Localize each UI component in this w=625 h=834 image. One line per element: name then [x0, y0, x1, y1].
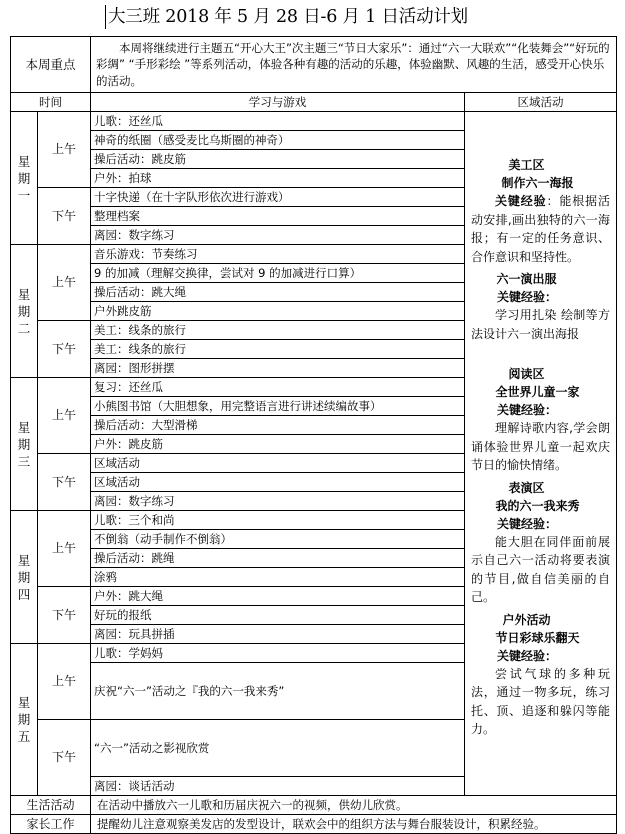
activity-item: 操后活动：跳皮筋	[91, 150, 465, 169]
life-activity-text: 在活动中播放六一儿歌和历届庆祝六一的视频，供幼儿欣赏。	[91, 796, 617, 815]
area-block	[471, 365, 610, 475]
afternoon-label: 下午	[38, 321, 91, 378]
activity-item: 儿歌：还丝瓜	[91, 112, 465, 131]
area-key: 关键经验	[497, 516, 546, 531]
day-label	[11, 644, 38, 796]
activity-item: 十字快递（在十字队形依次进行游戏）	[91, 188, 465, 207]
area-key-line: 关键经验：	[497, 516, 558, 531]
activity-item: 离园：数字练习	[91, 226, 465, 245]
parent-work-text: 提醒幼儿注意观察美发店的发型设计，联欢会中的组织方法与舞台服装设计，积累经验。	[91, 815, 617, 834]
area-name: 阅读区	[508, 367, 545, 381]
activity-item: 好玩的报纸	[91, 606, 465, 625]
area-key-line: 关键经验：	[497, 290, 558, 304]
day-name: 星期四	[17, 552, 31, 602]
activity-item: 小熊图书馆（大胆想象，用完整语言进行讲述续编故事）	[91, 397, 465, 416]
life-activity-label: 生活活动	[11, 796, 91, 815]
area-key-line: 关键经验：	[497, 403, 558, 417]
afternoon-label: 下午	[38, 454, 91, 511]
parent-work-row	[11, 815, 617, 834]
activity-item: 离园：数字练习	[91, 492, 465, 511]
activity-item: 操后活动：大型滑梯	[91, 416, 465, 435]
day-label	[11, 112, 38, 245]
area-description: 尝试气球的多种玩法，通过一物多玩，练习托、顶、追逐和躲闪等能力。	[471, 666, 611, 736]
area-theme: 我的六一我来秀	[495, 498, 580, 513]
afternoon-label: 下午	[38, 587, 91, 644]
day-label	[11, 245, 38, 378]
header-learning: 学习与游戏	[91, 93, 465, 112]
header-area: 区域活动	[465, 93, 617, 112]
activity-item: 涂鸦	[91, 568, 465, 587]
area-theme: 全世界儿童一家	[495, 385, 580, 399]
day-label	[11, 511, 38, 644]
afternoon-label: 下午	[38, 188, 91, 245]
activity-item: 区域活动	[91, 454, 465, 473]
parent-work-label: 家长工作	[11, 815, 91, 834]
area-description: 关键经验：能根据活动安排,画出独特的六一海报；有一定的任务意识、合作意识和坚持性。	[471, 194, 611, 264]
area-theme: 制作六一海报	[501, 176, 574, 190]
header-row	[11, 93, 617, 112]
area-desc-text: 能根据活动安排,画出独特的六一海报；有一定的任务意识、合作意识和坚持性。	[471, 194, 611, 264]
area-key: 关键经验	[497, 290, 546, 304]
activity-item: 庆祝“六一”活动之『我的六一我来秀”	[91, 663, 465, 720]
focus-row	[11, 37, 617, 93]
morning-label: 上午	[38, 245, 91, 321]
activity-item: 9 的加减（理解交换律，尝试对 9 的加减进行口算）	[91, 264, 465, 283]
activity-item: 户外：跳大绳	[91, 587, 465, 606]
activity-item: 户外：拍球	[91, 169, 465, 188]
morning-label: 上午	[38, 511, 91, 587]
activity-item: 不倒翁（动手制作不倒翁）	[91, 530, 465, 549]
area-key: 关键经验	[495, 194, 547, 208]
area-key: 关键经验	[497, 403, 546, 417]
activity-item: 户外：跳皮筋	[91, 435, 465, 454]
activity-item: 操后活动：跳大绳	[91, 283, 465, 302]
focus-text: 本周将继续进行主题五“开心大王”次主题三“节日大家乐”：通过“六一大联欢”“化装舞会”“好玩的彩绸” “手形彩绘 ”等系列活动，体验各种有趣的活动的乐趣，体验幽默、风趣的生活，感受开心快乐的活动。	[91, 37, 617, 93]
activity-item: 复习：还丝瓜	[91, 378, 465, 397]
activity-item: 户外跳皮筋	[91, 302, 465, 321]
activity-item: 离园：谈话活动	[91, 777, 465, 796]
activity-item: 区域活动	[91, 473, 465, 492]
area-description: 学习用扎染 绘制等方法设计六一演出海报	[471, 308, 611, 341]
day-name: 星期五	[17, 695, 31, 744]
area-activities	[465, 112, 617, 796]
focus-label: 本周重点	[11, 37, 91, 93]
activity-row	[11, 112, 617, 131]
activity-item: 美工：线条的旅行	[91, 321, 465, 340]
area-block	[471, 270, 610, 343]
activity-item: 神奇的纸圈（感受麦比乌斯圈的神奇）	[91, 131, 465, 150]
area-description: 理解诗歌内容,学会朗诵体验世界儿童一起欢庆节日的愉快情绪。	[471, 421, 611, 472]
page-title	[108, 3, 528, 31]
area-block	[471, 156, 610, 266]
morning-label: 上午	[38, 644, 91, 720]
day-name: 星期二	[17, 286, 31, 336]
activity-item: 离园：图形拼摆	[91, 359, 465, 378]
area-key-line: 关键经验：	[497, 648, 558, 663]
area-block	[471, 611, 610, 739]
header-time: 时间	[11, 93, 91, 112]
area-key: 关键经验	[497, 648, 546, 663]
area-name: 美工区	[508, 158, 545, 172]
morning-label: 上午	[38, 112, 91, 188]
area-name: 六一演出服	[496, 272, 557, 286]
activity-item: “六一”活动之影视欣赏	[91, 720, 465, 777]
text-cursor	[105, 5, 106, 29]
page-title-text: 大三班 2018 年 5 月 28 日-6 月 1 日活动计划	[108, 7, 468, 27]
day-name: 星期三	[17, 419, 31, 469]
activity-plan-table	[10, 36, 617, 834]
activity-item: 离园：玩具拼插	[91, 625, 465, 644]
activity-item: 儿歌：三个和尚	[91, 511, 465, 530]
activity-item: 整理档案	[91, 207, 465, 226]
life-activity-row	[11, 796, 617, 815]
activity-item: 操后活动：跳绳	[91, 549, 465, 568]
activity-item: 音乐游戏：节奏练习	[91, 245, 465, 264]
area-theme: 节日彩球乐翻天	[495, 630, 580, 645]
activity-item: 儿歌：学妈妈	[91, 644, 465, 663]
area-block	[471, 479, 610, 607]
day-label	[11, 378, 38, 511]
area-description: 能大胆在同伴面前展示自己六一活动将要表演的节目,做自信美丽的自己。	[471, 534, 611, 604]
afternoon-label: 下午	[38, 720, 91, 796]
activity-item: 美工：线条的旅行	[91, 340, 465, 359]
day-name: 星期一	[17, 153, 31, 203]
area-name: 表演区	[508, 480, 545, 495]
area-name: 户外活动	[502, 612, 551, 627]
morning-label: 上午	[38, 378, 91, 454]
